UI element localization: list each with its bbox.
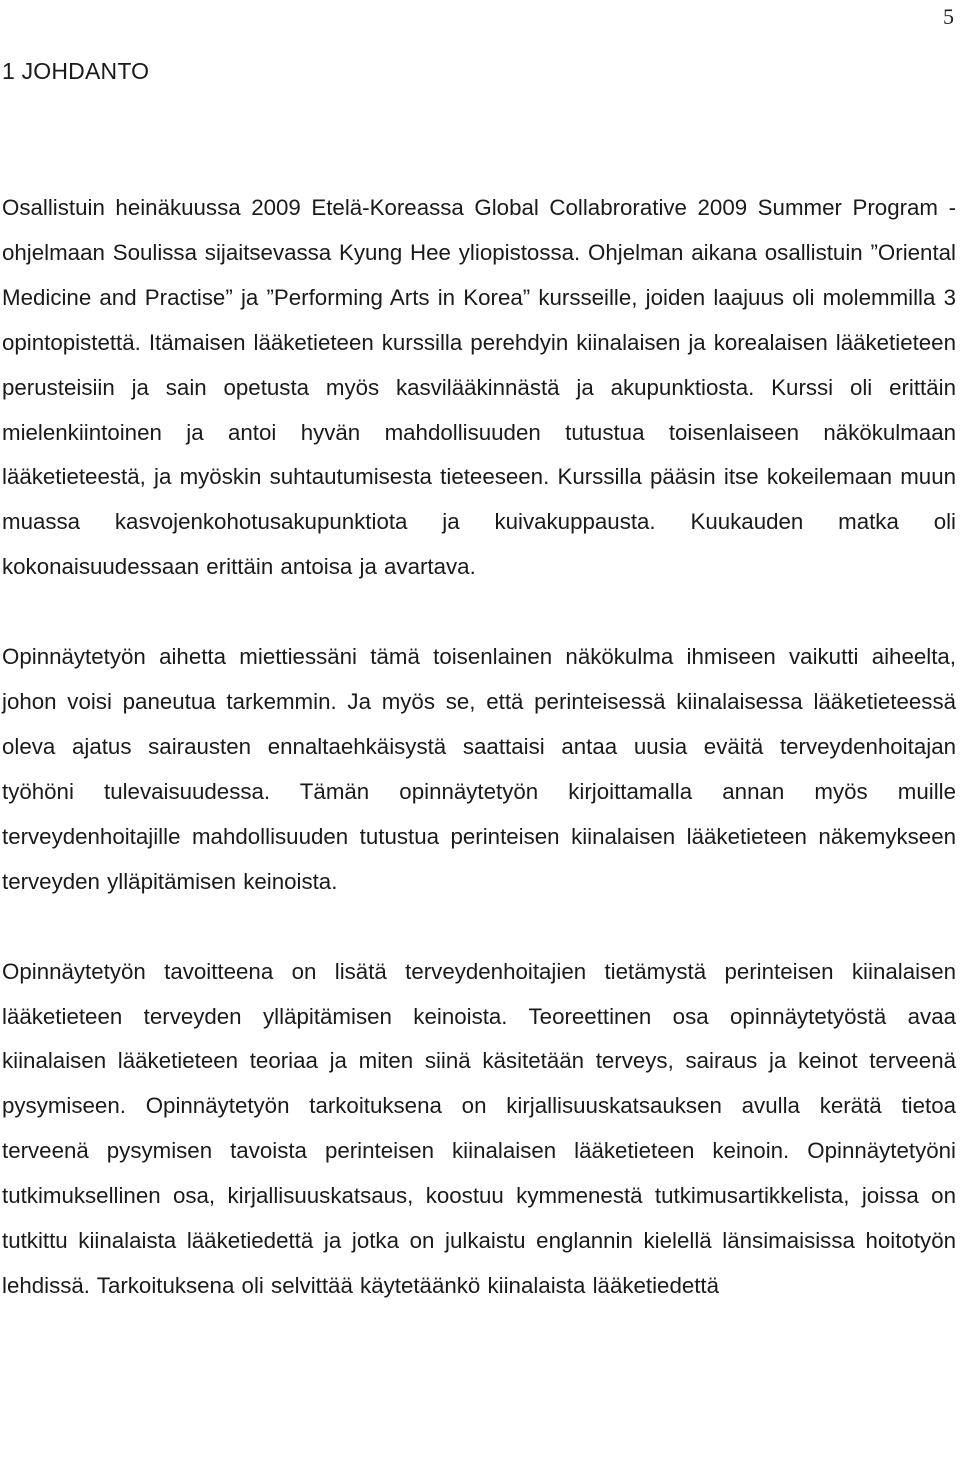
page-number: 5	[943, 4, 954, 29]
paragraph-intro: Osallistuin heinäkuussa 2009 Etelä-Koreassa Global Collabrorative 2009 Summer Program -ohjelmaan Soulissa sijaitsevassa Kyung Hee yliopistossa. Ohjelman aikana osallistuin ”Oriental Medicine and Practise” ja ”Performing Arts in Korea” kursseille, joiden laajuus oli molemmilla 3 opintopistettä. Itämaisen lääketieteen kurssilla perehdyin kiinalaisen ja korealaisen lääketieteen perusteisiin ja sain opetusta myös kasvilääkinnästä ja akupunktiosta. Kurssi oli erittäin mielenkiintoinen ja antoi hyvän mahdollisuuden tutustua toisenlaiseen näkökulmaan lääketieteestä, ja myöskin suhtautumisesta tieteeseen. Kurssilla pääsin itse kokeilemaan muun muassa kasvojenkohotusakupunktiota ja kuivakuppausta. Kuukauden matka oli kokonaisuudessaan erittäin antoisa ja avartava.	[2, 195, 956, 580]
document-body	[2, 186, 956, 1309]
paragraph-goal: Opinnäytetyön tavoitteena on lisätä terveydenhoitajien tietämystä perinteisen kiinalaisen lääketieteen terveyden ylläpitämisen keinoista. Teoreettinen osa opinnäytetyöstä avaa kiinalaisen lääketieteen teoriaa ja miten siinä käsitetään terveys, sairaus ja keinot terveenä pysymiseen. Opinnäytetyön tarkoituksena on kirjallisuuskatsauksen avulla kerätä tietoa terveenä pysymisen tavoista perinteisen kiinalaisen lääketieteen keinoin. Opinnäytetyöni tutkimuksellinen osa, kirjallisuuskatsaus, koostuu kymmenestä tutkimusartikkelista, joissa on tutkittu kiinalaista lääketiedettä ja jotka on julkaistu englannin kielellä länsimaisissa hoitotyön lehdissä. Tarkoituksena oli selvittää käytetäänkö kiinalaista lääketiedettä	[2, 958, 956, 1298]
paragraph-topic: Opinnäytetyön aihetta miettiessäni tämä toisenlainen näkökulma ihmiseen vaikutti aiheelta, johon voisi paneutua tarkemmin. Ja myös se, että perinteisessä kiinalaisessa lääketieteessä oleva ajatus sairausten ennaltaehkäisystä saattaisi antaa uusia eväitä terveydenhoitajan työhöni tulevaisuudessa. Tämän opinnäytetyön kirjoittamalla annan myös muille terveydenhoitajille mahdollisuuden tutustua perinteisen kiinalaisen lääketieteen näkemykseen terveyden ylläpitämisen keinoista.	[2, 644, 956, 894]
chapter-heading: 1 JOHDANTO	[2, 58, 150, 84]
